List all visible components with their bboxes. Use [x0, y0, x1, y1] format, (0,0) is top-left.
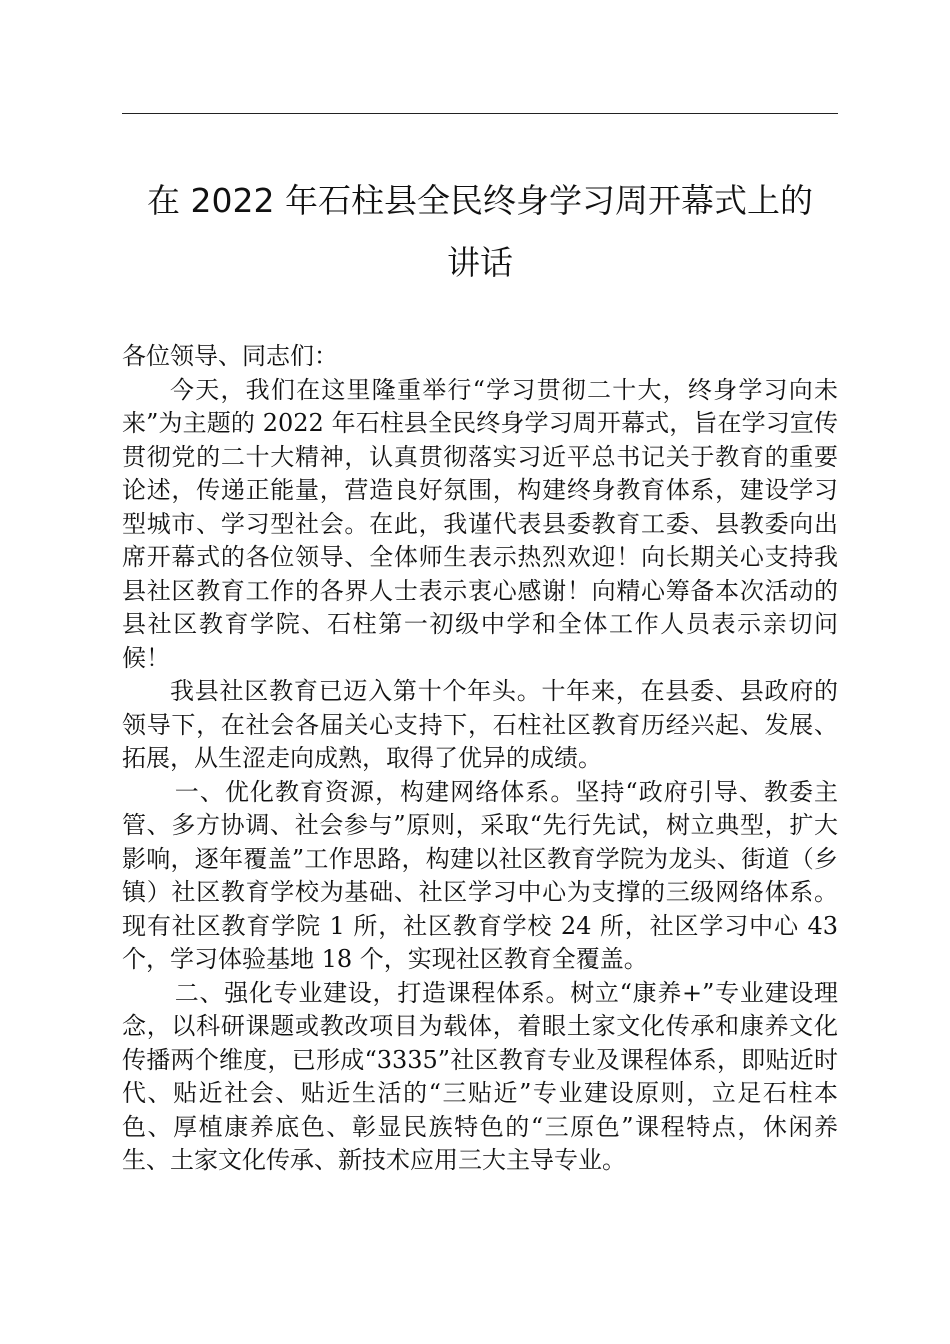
salutation: 各位领导、同志们： — [122, 342, 338, 370]
paragraph-decade: 我县社区教育已迈入第十个年头。十年来，在县委、县政府的领导下，在社会各届关心支持下，石柱社区教育历经兴起、发展、拓展，从生涩走向成熟，取得了优异的成绩。 — [122, 677, 838, 772]
paragraph-section-two: 二、强化专业建设，打造课程体系。树立“康养+”专业建设理念，以科研课题或教改项目为载体，着眼土家文化传承和康养文化传播两个维度，已形成“3335”社区教育专业及课程体系，即贴近时代、贴近社会、贴近生活的“三贴近”专业建设原则，立足石柱本色、厚植康养底色、彰显民族特色的“三原色”课程特点，休闲养生、土家文化传承、新技术应用三大主导专业。 — [122, 978, 838, 1174]
top-rule — [122, 113, 838, 114]
document-body — [122, 340, 838, 1178]
paragraph-section-one: 一、优化教育资源，构建网络体系。坚持“政府引导、教委主管、多方协调、社会参与”原则，采取“先行先试，树立典型，扩大影响，逐年覆盖”工作思路，构建以社区教育学院为龙头、街道（乡镇）社区教育学校为基础、社区学习中心为支撑的三级网络体系。现有社区教育学院 1 所，社区教育学校 24 所，社区学习中心 43 个，学习体验基地 18 个，实现社区教育全覆盖。 — [122, 777, 838, 973]
title-line-2: 讲话 — [447, 243, 513, 282]
paragraph-opening: 今天，我们在这里隆重举行“学习贯彻二十大，终身学习向未来”为主题的 2022 年石柱县全民终身学习周开幕式，旨在学习宣传贯彻党的二十大精神，认真贯彻落实习近平总书记关于教育的重要论述，传递正能量，营造良好氛围，构建终身教育体系，建设学习型城市、学习型社会。在此，我谨代表县委教育工委、县教委向出席开幕式的各位领导、全体师生表示热烈欢迎！向长期关心支持我县社区教育工作的各界人士表示衷心感谢！向精心筹备本次活动的县社区教育学院、石柱第一初级中学和全体工作人员表示亲切问候！ — [122, 375, 838, 672]
document-title — [122, 170, 838, 294]
title-line-1: 在 2022 年石柱县全民终身学习周开幕式上的 — [147, 181, 813, 220]
